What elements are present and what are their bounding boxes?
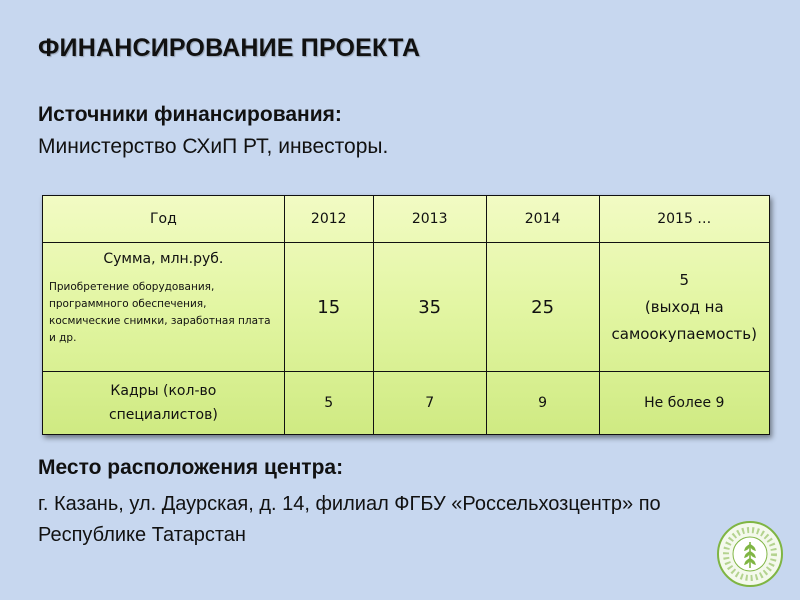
- sources-text: Министерство СХиП РТ, инвесторы.: [38, 135, 389, 158]
- sum-label: Сумма, млн.руб.: [103, 251, 224, 267]
- sum-row: [43, 243, 770, 372]
- financing-table: [42, 195, 770, 435]
- table-header-row: [43, 196, 770, 243]
- staff-value-2012: 5: [284, 372, 373, 435]
- sum-value-2015-cell: [599, 243, 769, 372]
- location-heading: Место расположения центра:: [38, 456, 344, 479]
- staff-row: [43, 372, 770, 435]
- header-cell-2012: 2012: [284, 196, 373, 243]
- sum-note: Приобретение оборудования, программного обеспечения, космические снимки, заработная плата и др.: [49, 281, 271, 344]
- sum-label-cell: [43, 243, 285, 372]
- header-cell-2014: 2014: [486, 196, 599, 243]
- staff-value-2015: Не более 9: [599, 372, 769, 435]
- staff-value-2013: 7: [373, 372, 486, 435]
- location-text: г. Казань, ул. Даурская, д. 14, филиал ФГБУ «Россельхозцентр» по Республике Татарстан: [38, 493, 661, 546]
- staff-label: Кадры (кол-во специалистов): [43, 372, 285, 435]
- page-title: ФИНАНСИРОВАНИЕ ПРОЕКТА: [38, 34, 421, 62]
- sum-value-2013: 35: [373, 243, 486, 372]
- wheat-emblem-icon: [716, 520, 784, 588]
- sum-value-2014: 25: [486, 243, 599, 372]
- sources-heading: Источники финансирования:: [38, 103, 342, 126]
- header-cell-year: Год: [43, 196, 285, 243]
- sum-value-2012: 15: [284, 243, 373, 372]
- staff-value-2014: 9: [486, 372, 599, 435]
- sum-note-2015: (выход на самоокупаемость): [611, 297, 757, 343]
- header-cell-2013: 2013: [373, 196, 486, 243]
- sum-value-2015: 5: [679, 270, 690, 289]
- header-cell-2015: 2015 …: [599, 196, 769, 243]
